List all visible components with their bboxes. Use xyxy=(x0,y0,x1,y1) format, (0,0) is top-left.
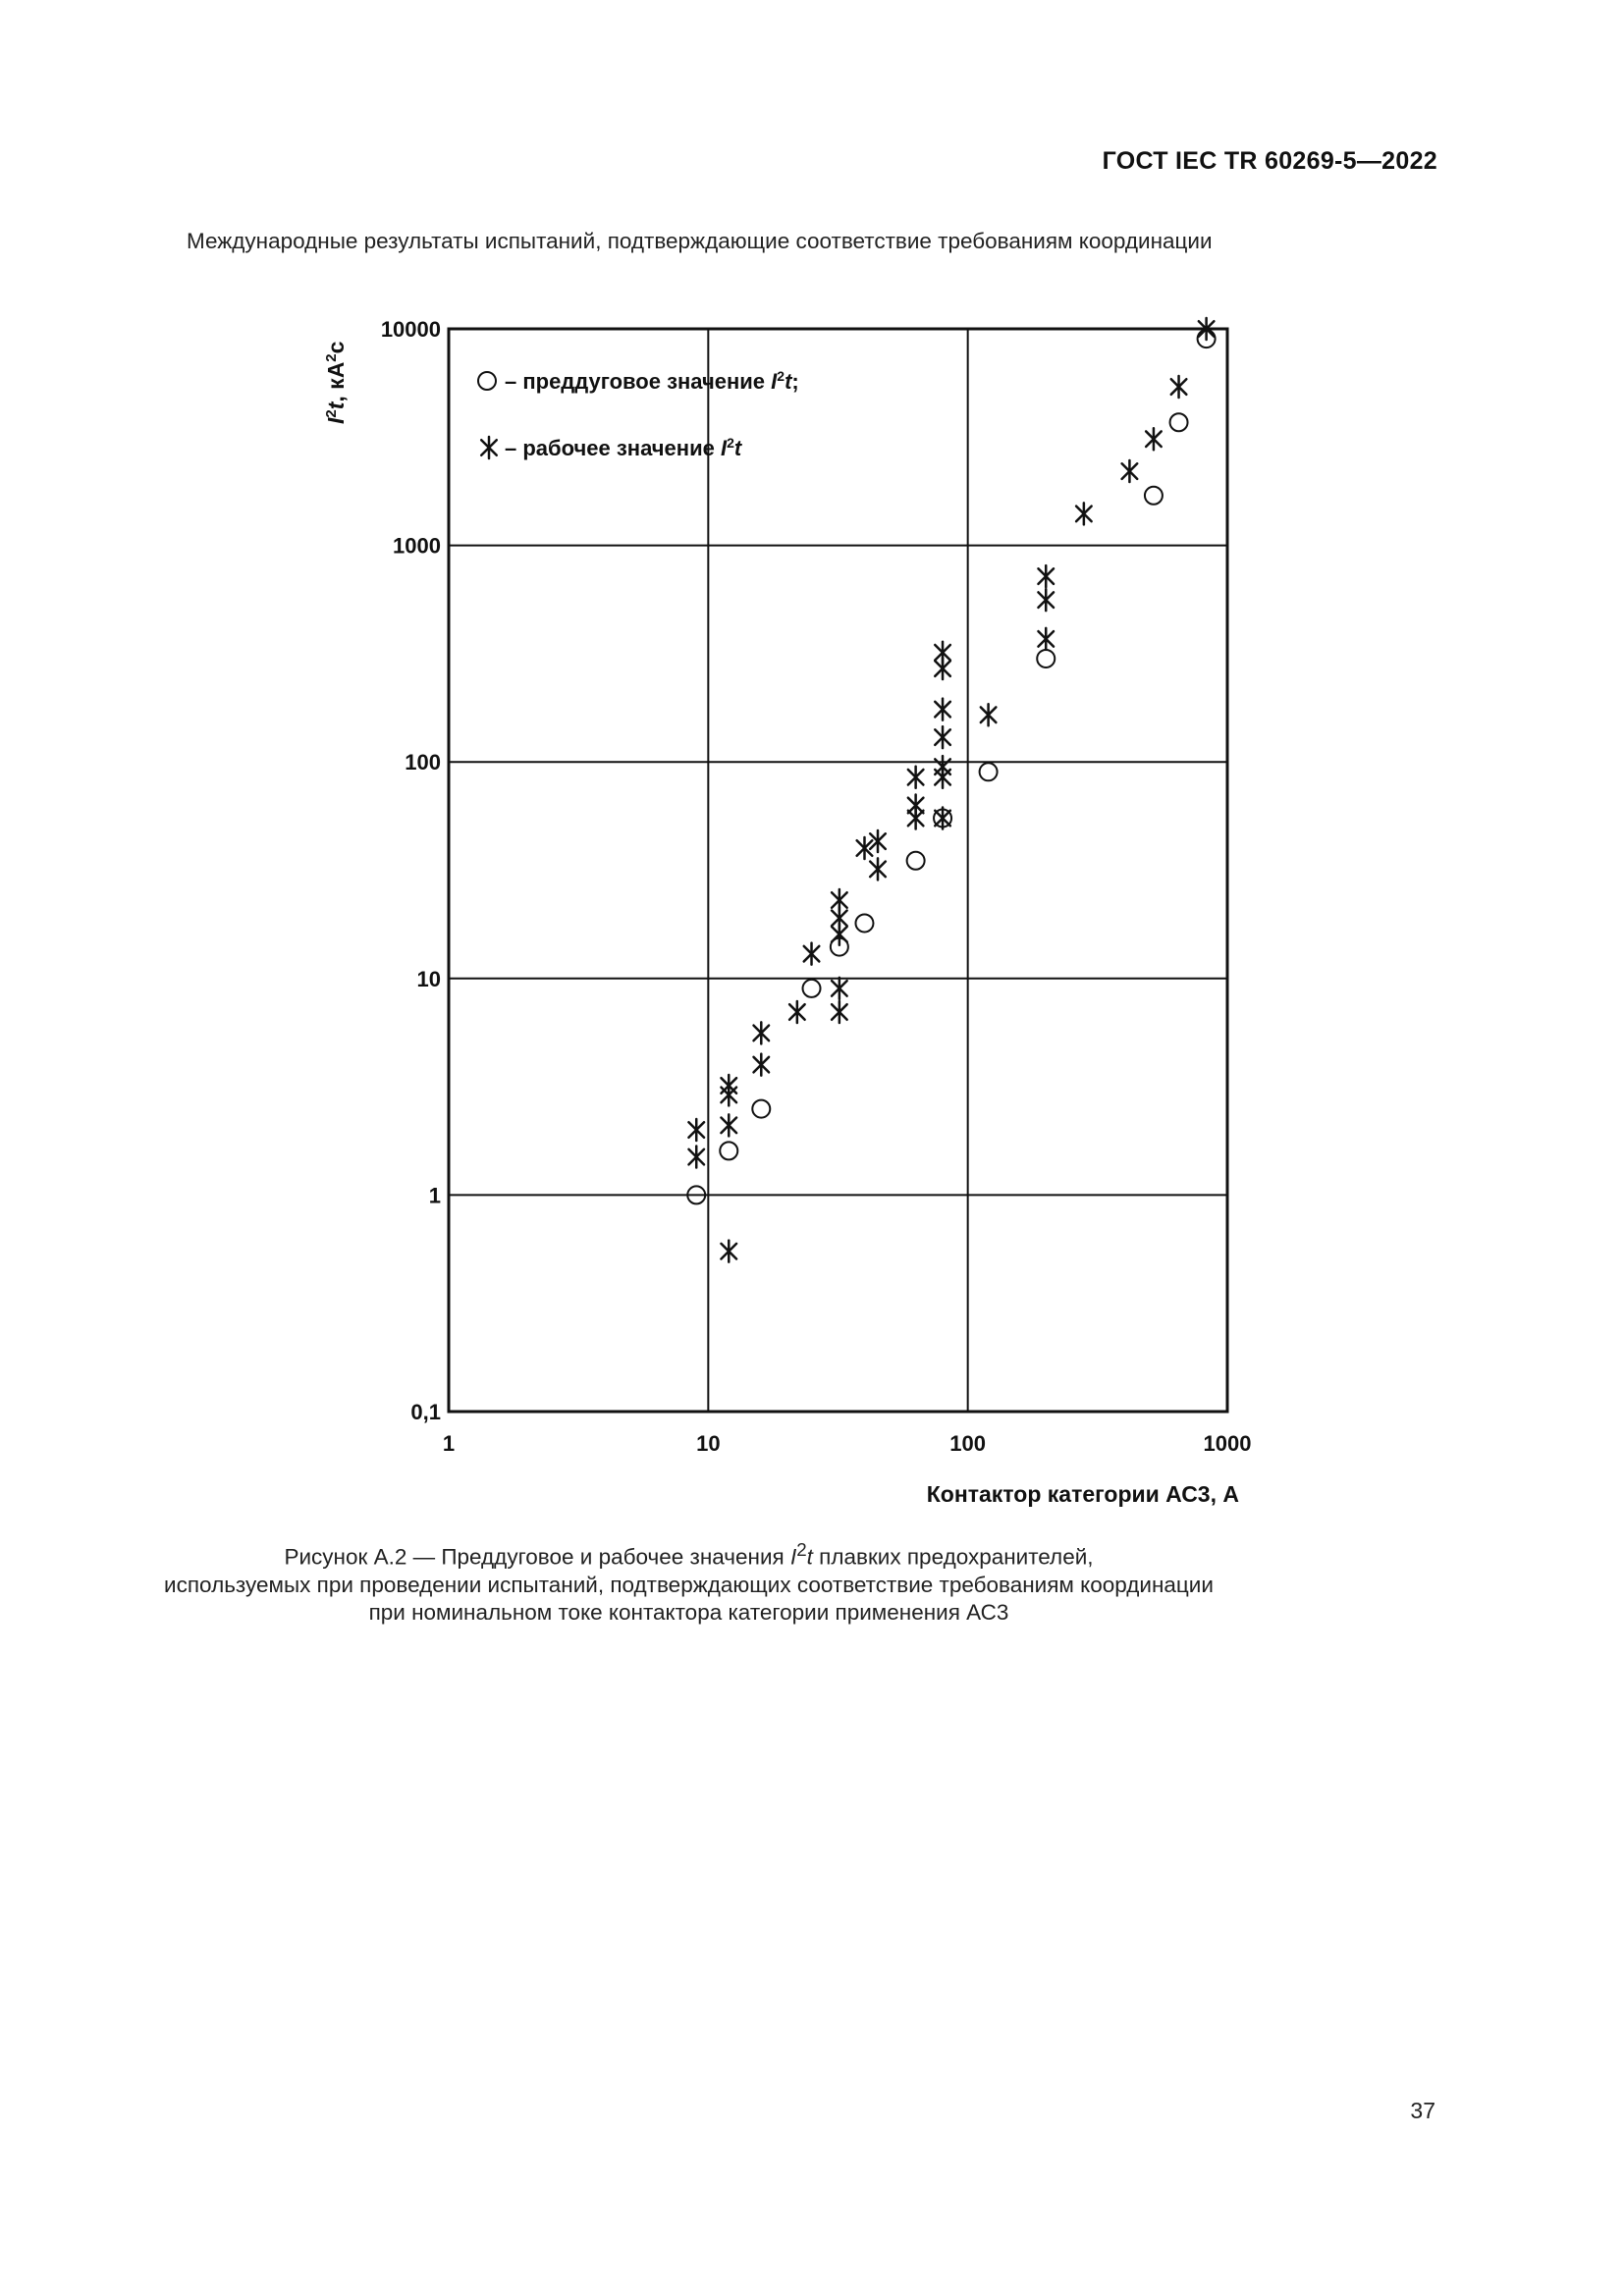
chart-legend xyxy=(478,368,799,460)
x-tick-label: 1 xyxy=(442,1431,456,1456)
y-tick-label: 1 xyxy=(428,1183,441,1208)
y-label-sup: 2 xyxy=(322,409,340,418)
data-points xyxy=(687,318,1215,1262)
legend-circle-marker xyxy=(478,372,496,390)
operating-point xyxy=(754,1054,770,1076)
legend-prearcing-I: I xyxy=(771,369,778,394)
legend-prearcing-prefix: – преддуговое значение xyxy=(505,369,772,394)
operating-point xyxy=(721,1075,736,1096)
caption-line-3: при номинальном токе контактора категории применения АС3 xyxy=(368,1599,1009,1625)
y-tick-label: 10000 xyxy=(380,317,441,342)
operating-point xyxy=(754,1022,770,1043)
operating-point xyxy=(832,978,847,999)
operating-point xyxy=(832,889,847,911)
figure-intro-text: Международные результаты испытаний, подтверждающие соответствие требованиям координации xyxy=(187,229,1213,253)
caption-I: I xyxy=(789,1544,797,1570)
tick-labels xyxy=(381,317,1252,1456)
y-label-sup2: 2 xyxy=(322,353,340,362)
grid-layer xyxy=(449,329,1227,1412)
operating-point xyxy=(981,704,997,725)
y-tick-label: 0,1 xyxy=(410,1400,441,1424)
y-label-t: t xyxy=(323,401,349,410)
prearcing-point xyxy=(752,1100,770,1118)
prearcing-point xyxy=(720,1142,737,1159)
prearcing-point xyxy=(803,980,821,997)
legend-label-prearcing xyxy=(505,368,799,394)
operating-point xyxy=(1171,376,1187,398)
legend-prearcing-t: t xyxy=(785,369,792,394)
page-number: 37 xyxy=(1410,2098,1435,2123)
operating-point xyxy=(688,1119,704,1141)
y-label-I: I xyxy=(323,417,349,424)
y-tick-label: 100 xyxy=(405,750,441,775)
operating-point xyxy=(870,858,886,880)
prearcing-point xyxy=(1037,650,1055,667)
operating-point xyxy=(832,1001,847,1023)
operating-point xyxy=(935,699,950,721)
legend-operating-t: t xyxy=(733,436,742,460)
operating-point xyxy=(721,1241,736,1262)
figure-caption xyxy=(157,1536,1220,1627)
caption-prefix: Рисунок А.2 — Преддуговое и рабочее значения xyxy=(284,1544,790,1570)
caption-line-2: используемых при проведении испытаний, подтверждающих соответствие требованиям координации xyxy=(164,1572,1214,1597)
y-tick-label: 1000 xyxy=(393,533,441,559)
prearcing-point xyxy=(855,914,873,932)
legend-asterisk-symbol xyxy=(481,437,497,458)
operating-point xyxy=(804,943,820,965)
caption-line-1 xyxy=(157,1536,1220,1572)
legend-label-operating xyxy=(505,435,743,460)
y-tick-label: 10 xyxy=(416,966,441,991)
x-tick-label: 1000 xyxy=(1203,1431,1252,1456)
y-label-unit: с xyxy=(323,341,349,354)
legend-asterisk-marker xyxy=(481,437,497,458)
operating-point xyxy=(721,1114,736,1136)
prearcing-point xyxy=(980,763,998,780)
legend-prearcing-suffix: ; xyxy=(791,369,799,394)
x-axis-label: Контактор категории АС3, А xyxy=(926,1481,1239,1507)
operating-point xyxy=(1146,428,1162,450)
legend-operating-sup: 2 xyxy=(727,435,734,451)
plot-frame xyxy=(449,329,1227,1412)
caption-suffix: плавких предохранителей, xyxy=(812,1544,1094,1570)
legend-circle-symbol xyxy=(478,372,496,390)
x-tick-label: 10 xyxy=(696,1431,721,1456)
operating-point xyxy=(935,642,950,664)
operating-point xyxy=(1122,460,1138,482)
y-label-suffix: , кА xyxy=(323,361,349,402)
operating-point xyxy=(1076,503,1092,524)
legend-prearcing-sup: 2 xyxy=(777,368,785,384)
prearcing-point xyxy=(1145,487,1163,505)
operating-point xyxy=(789,1001,805,1023)
legend-operating-prefix: – рабочее значение xyxy=(505,436,721,460)
operating-point xyxy=(935,726,950,748)
caption-sup: 2 xyxy=(796,1539,807,1560)
operating-point xyxy=(1038,565,1054,587)
caption-t: t xyxy=(806,1544,813,1570)
x-tick-label: 100 xyxy=(949,1431,987,1456)
operating-point xyxy=(935,756,950,777)
prearcing-point xyxy=(1170,413,1188,431)
operating-point xyxy=(688,1147,704,1168)
operating-point xyxy=(908,767,924,788)
legend-operating-I: I xyxy=(720,436,728,460)
operating-point xyxy=(1038,628,1054,650)
prearcing-point xyxy=(907,852,925,870)
operating-point xyxy=(1038,589,1054,611)
document-standard-id: ГОСТ IEC TR 60269-5—2022 xyxy=(1102,147,1437,175)
y-axis-label xyxy=(323,341,350,424)
